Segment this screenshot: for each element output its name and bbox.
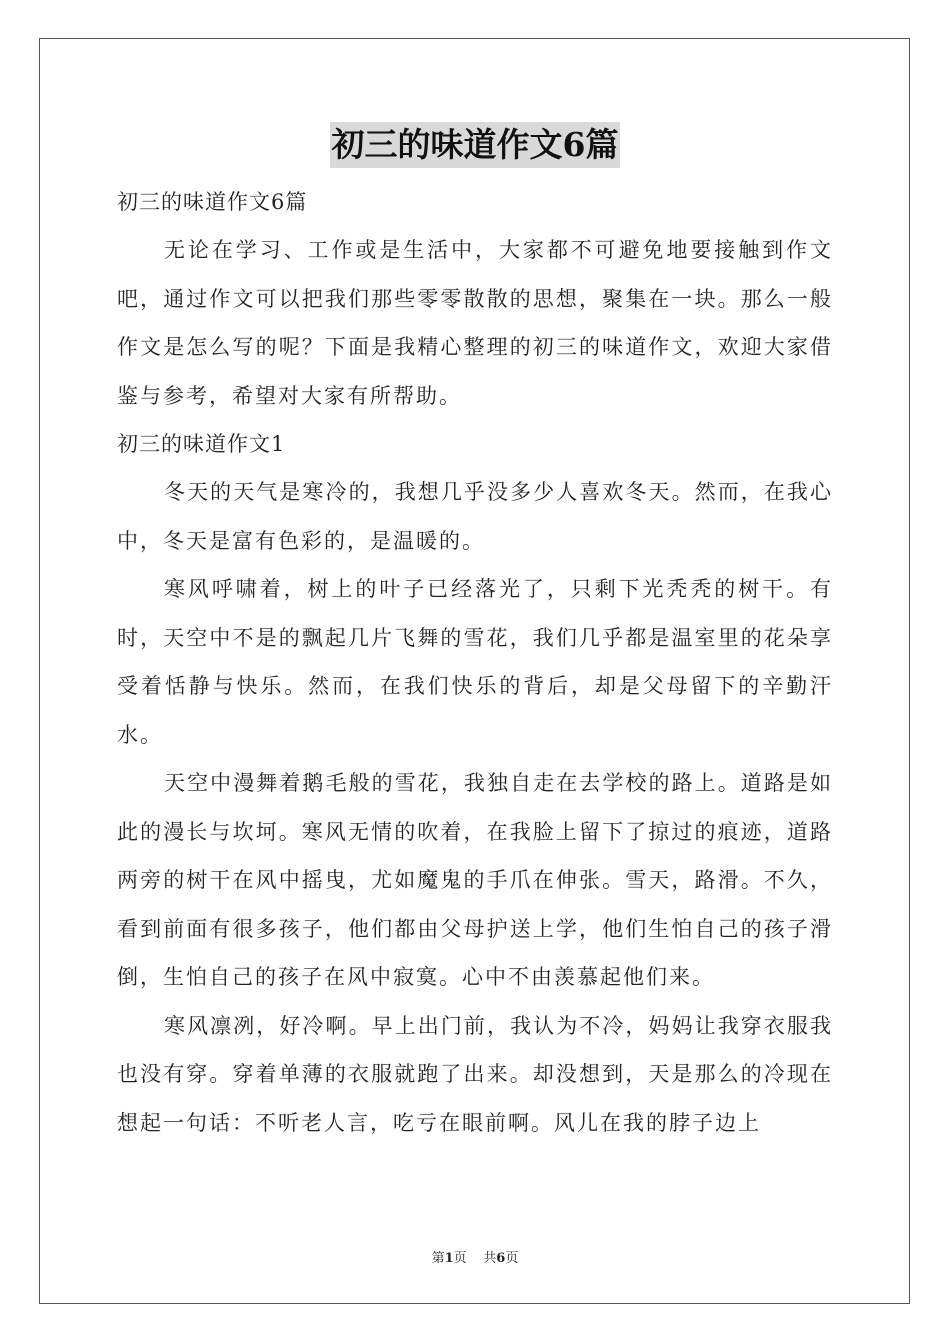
- body-paragraph: 寒风呼啸着，树上的叶子已经落光了，只剩下光秃秃的树干。有时，天空中不是的飘起几片飞舞的雪花，我们几乎都是温室里的花朵享受着恬静与快乐。然而，在我们快乐的背后，却是父母留下的辛勤汗水。: [117, 577, 833, 747]
- body-paragraph: 天空中漫舞着鹅毛般的雪花，我独自走在去学校的路上。道路是如此的漫长与坎坷。寒风无情的吹着，在我脸上留下了掠过的痕迹，道路两旁的树干在风中摇曳，尤如魔鬼的手爪在伸张。雪天，路滑。不久，看到前面有很多孩子，他们都由父母护送上学，他们生怕自己的孩子滑倒，生怕自己的孩子在风中寂寞。心中不由羡慕起他们来。: [117, 771, 833, 989]
- document-subtitle: 初三的味道作文6篇: [117, 190, 308, 214]
- section-title: 初三的味道作文1: [117, 432, 286, 456]
- body-paragraph: 寒风凛冽，好冷啊。早上出门前，我认为不冷，妈妈让我穿衣服我也没有穿。穿着单薄的衣服就跑了出来。却没想到，天是那么的冷现在想起一句话：不听老人言，吃亏在眼前啊。风儿在我的脖子边上: [117, 1013, 833, 1135]
- title-container: [0, 122, 950, 168]
- page-prefix: 第: [431, 1251, 445, 1266]
- intro-paragraph: 无论在学习、工作或是生活中，大家都不可避免地要接触到作文吧，通过作文可以把我们那些零零散散的思想，聚集在一块。那么一般作文是怎么写的呢？下面是我精心整理的初三的味道作文，欢迎大家借鉴与参考，希望对大家有所帮助。: [117, 238, 833, 408]
- page-current: 1: [444, 1251, 454, 1266]
- page-footer: [0, 1247, 950, 1266]
- total-prefix: 共: [483, 1251, 497, 1266]
- body-paragraph: 冬天的天气是寒冷的，我想几乎没多少人喜欢冬天。然而，在我心中，冬天是富有色彩的，是温暖的。: [117, 480, 833, 553]
- page-suffix: 页: [453, 1251, 467, 1266]
- page-total: 6: [496, 1251, 506, 1266]
- total-suffix: 页: [505, 1251, 519, 1266]
- document-body: [117, 178, 833, 1147]
- document-title: 初三的味道作文6篇: [330, 122, 621, 168]
